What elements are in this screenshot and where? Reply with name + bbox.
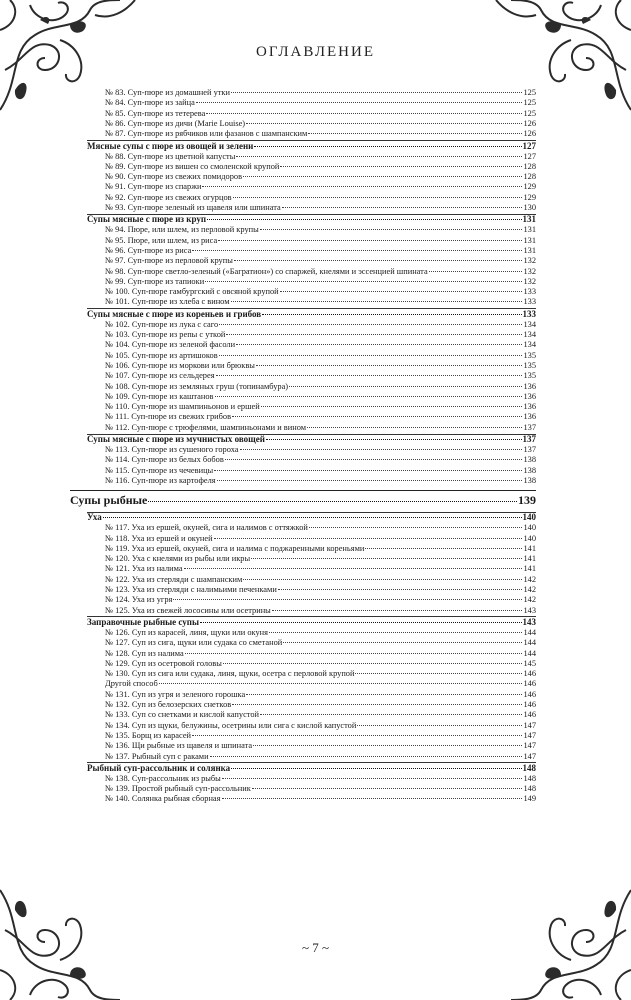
dot-leader (429, 271, 523, 272)
toc-item[interactable] (105, 638, 536, 648)
toc-item[interactable] (105, 690, 536, 700)
toc-entry-label: № 109. Суп-пюре из каштанов (105, 391, 214, 401)
toc-entry-label: № 83. Суп-пюре из домашней утки (105, 88, 230, 97)
toc-entry-label: № 117. Уха из ершей, окуней, сига и налимов с оттяжкой (105, 523, 308, 533)
toc-entry-label: № 107. Суп-пюре из сельдерея (105, 371, 215, 381)
toc-item[interactable] (105, 287, 536, 297)
dot-leader (282, 207, 523, 208)
toc-item[interactable] (105, 203, 536, 213)
toc-chapter[interactable] (70, 492, 536, 508)
toc-entry-page: 142 (523, 585, 536, 594)
dot-leader (365, 548, 522, 549)
dot-leader (148, 501, 517, 502)
toc-entry-page: 139 (518, 493, 536, 508)
toc-entry-label: Супы рыбные (70, 493, 148, 508)
toc-entry-page: 141 (523, 554, 536, 564)
toc-entry-page: 147 (523, 741, 536, 751)
toc-entry-page: 146 (523, 710, 536, 720)
toc-entry-page: 136 (523, 402, 536, 412)
toc-entry-label: № 115. Суп-пюре из чечевицы (105, 465, 214, 475)
dot-leader (225, 459, 523, 460)
dot-leader (232, 704, 522, 705)
page-number: ~ 7 ~ (301, 940, 330, 955)
toc-entry-page: 146 (523, 700, 536, 709)
dot-leader (252, 788, 523, 789)
toc-item[interactable] (105, 162, 536, 172)
toc-item[interactable] (105, 423, 536, 433)
toc-item[interactable] (105, 523, 536, 533)
toc-section[interactable] (87, 213, 536, 225)
dot-leader (269, 632, 522, 633)
toc-item[interactable] (105, 246, 536, 256)
toc-item[interactable] (105, 371, 536, 381)
dot-leader (214, 470, 522, 471)
toc-entry-label: № 126. Суп из карасей, линя, щуки или окуня (105, 627, 268, 637)
dot-leader (202, 186, 522, 187)
toc-item[interactable] (105, 182, 536, 192)
toc-entry-page: 146 (523, 669, 536, 679)
toc-item[interactable] (105, 340, 536, 350)
toc-item[interactable] (105, 119, 536, 129)
toc-entry-page: 129 (523, 192, 536, 202)
toc-entry-label: № 104. Суп-пюре из зеленой фасоли (105, 340, 236, 350)
dot-leader (205, 281, 522, 282)
dot-leader (232, 416, 522, 417)
toc-entry-label: Супы мясные с пюре из мучнистых овощей (87, 434, 265, 444)
toc-item[interactable] (105, 98, 536, 108)
toc-item[interactable] (105, 564, 536, 574)
dot-leader (184, 568, 523, 569)
toc-item[interactable] (105, 554, 536, 564)
toc-entry-label: № 140. Солянка рыбная сборная (105, 794, 221, 804)
toc-item[interactable] (105, 351, 536, 361)
toc-item[interactable] (105, 752, 536, 762)
toc-entry-page: 138 (523, 475, 536, 485)
toc-entry-label: № 136. Щи рыбные из щавеля и шпината (105, 741, 253, 751)
toc-entry-label: № 95. Пюре, или шлем, из риса (105, 235, 218, 245)
dot-leader (200, 622, 522, 623)
toc-item[interactable] (105, 320, 536, 330)
toc-entry-page: 142 (523, 574, 536, 584)
toc-item[interactable] (105, 544, 536, 554)
toc-entry-page: 147 (523, 751, 536, 761)
toc-entry-label: № 100. Суп-пюре гамбургский с овсяной крупой (105, 287, 279, 297)
toc-entry-label: № 105. Суп-пюре из артишоков (105, 350, 218, 360)
toc-entry-label: № 90. Суп-пюре из свежих помидоров (105, 172, 243, 182)
toc-entry-label: № 113. Суп-пюре из сушеного гороха (105, 445, 239, 454)
toc-item[interactable] (105, 412, 536, 422)
dot-leader (262, 314, 521, 315)
dot-leader (207, 219, 521, 220)
toc-item[interactable] (105, 595, 536, 605)
dot-leader (280, 166, 522, 167)
dot-leader (218, 240, 522, 241)
toc-item[interactable] (105, 382, 536, 392)
toc-item[interactable] (105, 774, 536, 784)
toc-item[interactable] (105, 628, 536, 638)
toc-entry-label: № 127. Суп из сига, щуки или судака со сметаной (105, 638, 283, 648)
toc-entry-page: 137 (523, 445, 536, 454)
dot-leader (280, 291, 523, 292)
toc-entry-label: № 121. Уха из налима (105, 564, 183, 574)
toc-entry-page: 135 (523, 350, 536, 360)
toc-entry-label: № 87. Суп-пюре из рябчиков или фазанов с шампанским (105, 129, 308, 139)
toc-entry-label: Супы мясные с пюре из круп (87, 214, 207, 225)
toc-item[interactable] (105, 575, 536, 585)
toc-entry-label: № 96. Суп-пюре из риса (105, 245, 192, 255)
corner-ornament-icon (491, 870, 631, 1000)
toc-entry-label: Супы мясные с пюре из кореньев и грибов (87, 308, 262, 319)
toc-item[interactable] (105, 330, 536, 340)
dot-leader (216, 375, 523, 376)
toc-section[interactable] (87, 140, 536, 152)
toc-entry-label: № 89. Суп-пюре из вишен со смоленской крупой (105, 161, 280, 171)
toc-entry-page: 145 (523, 658, 536, 668)
toc-item[interactable] (105, 267, 536, 277)
toc-section[interactable] (87, 433, 536, 445)
toc-entry-page: 126 (523, 129, 536, 139)
toc-entry-page: 140 (523, 523, 536, 533)
toc-entry-page: 128 (523, 161, 536, 171)
toc-entry-page: 142 (523, 595, 536, 605)
dot-leader (309, 527, 523, 528)
toc-entry-page: 135 (523, 371, 536, 381)
toc-entry-page: 130 (523, 203, 536, 212)
toc-entry-page: 129 (523, 182, 536, 192)
toc-entry-page: 137 (522, 434, 536, 444)
toc-item[interactable] (105, 669, 536, 679)
toc-entry-label: Мясные супы с пюре из овощей и зелени (87, 140, 254, 151)
toc-entry-page: 133 (523, 287, 536, 297)
toc-item[interactable] (105, 466, 536, 476)
dot-leader (308, 133, 522, 134)
dot-leader (192, 250, 522, 251)
toc-entry-label: № 98. Суп-пюре светло-зеленый («Багратион») со спаржей, кнелями и эссенцией шпината (105, 266, 428, 276)
toc-entry-page: 131 (523, 235, 536, 245)
toc-entry-page: 126 (523, 118, 536, 128)
toc-entry-page: 125 (523, 108, 536, 118)
toc-entry-label: № 106. Суп-пюре из моркови или брюквы (105, 360, 255, 370)
toc-entry-page: 146 (523, 679, 536, 689)
toc-item[interactable] (105, 710, 536, 720)
toc-entry-label: № 137. Рыбный суп с раками (105, 751, 209, 761)
toc-item[interactable] (105, 455, 536, 465)
toc-entry-page: 144 (523, 638, 536, 648)
toc-section[interactable] (87, 308, 536, 320)
toc-item[interactable] (105, 585, 536, 595)
toc-item[interactable] (105, 152, 536, 162)
toc-item[interactable] (105, 297, 536, 307)
dot-leader (103, 517, 522, 518)
toc-entry-page: 140 (523, 533, 536, 543)
toc-item[interactable] (105, 731, 536, 741)
toc-entry-page: 136 (523, 381, 536, 391)
toc-item[interactable] (105, 784, 536, 794)
toc-item[interactable] (105, 534, 536, 544)
dot-leader (357, 725, 522, 726)
dot-leader (196, 102, 523, 103)
dot-leader (289, 386, 522, 387)
toc-item[interactable] (105, 193, 536, 203)
toc-entry-label: № 112. Суп-пюре с трюфелями, шампиньонами и вином (105, 422, 307, 432)
toc-entry-page: 144 (523, 627, 536, 637)
toc-entry-label: № 116. Суп-пюре из картофеля (105, 475, 216, 485)
dot-leader (222, 798, 523, 799)
toc-entry-page: 149 (523, 794, 536, 804)
toc-entry-label: № 102. Суп-пюре из лука с саго (105, 319, 219, 329)
toc-item[interactable] (105, 649, 536, 659)
toc-entry-page: 125 (523, 98, 536, 108)
dot-leader (246, 123, 522, 124)
toc-item[interactable] (105, 172, 536, 182)
toc-item[interactable] (105, 794, 536, 804)
dot-leader (260, 229, 523, 230)
toc-entry-label: № 132. Суп из белозерских снетков (105, 700, 232, 709)
toc-entry-page: 138 (523, 465, 536, 475)
toc-entry-page: 144 (523, 648, 536, 658)
toc-entry-label: № 91. Суп-пюре из спаржи (105, 182, 202, 192)
toc-entry-label: № 97. Суп-пюре из перловой крупы (105, 256, 233, 266)
toc-entry-label: № 123. Уха из стерляди с налимьими печенками (105, 585, 277, 594)
dot-leader (231, 92, 522, 93)
toc-entry-page: 147 (523, 730, 536, 740)
toc-entry-label: № 119. Уха из ершей, окуней, сига и налима с поджаренными кореньями (105, 543, 365, 553)
toc-entry-page: 143 (523, 605, 536, 615)
toc-entry-page: 136 (523, 391, 536, 401)
dot-leader (256, 365, 523, 366)
toc-item[interactable] (105, 225, 536, 235)
toc-entry-label: № 114. Суп-пюре из белых бобов (105, 455, 224, 465)
toc-entry-page: 143 (522, 616, 536, 627)
toc-entry-label: № 84. Суп-пюре из зайца (105, 98, 195, 108)
dot-leader (192, 735, 522, 736)
toc-entry-page: 131 (523, 225, 536, 235)
toc-entry-label: № 134. Суп из щуки, белужины, осетрины или сига с кислой капустой (105, 720, 357, 730)
dot-leader (217, 480, 523, 481)
toc-entry-page: 148 (523, 773, 536, 783)
toc-item[interactable] (105, 392, 536, 402)
toc-entry-label: № 131. Суп из угря и зеленого горошка (105, 689, 246, 699)
toc-entry-label: Уха (87, 512, 102, 523)
toc-section[interactable] (87, 762, 536, 774)
toc-section[interactable] (87, 616, 536, 628)
toc-entry-label: № 125. Уха из свежей лососины или осетрины (105, 605, 271, 615)
toc-entry-page: 131 (523, 245, 536, 255)
toc-entry-label: № 135. Борщ из карасей (105, 730, 192, 740)
dot-leader (231, 768, 521, 769)
dot-leader (236, 156, 522, 157)
dot-leader (206, 113, 522, 114)
toc-entry-label: № 122. Уха из стерляди с шампанским (105, 574, 243, 584)
toc-entry-label: № 103. Суп-пюре из репы с уткой (105, 330, 226, 339)
toc-entry-label: № 110. Суп-пюре из шампиньонов и ершей (105, 402, 260, 412)
toc-entry-label: Заправочные рыбные супы (87, 616, 199, 627)
toc-item[interactable] (105, 679, 536, 689)
toc-entry-label: № 86. Суп-пюре из дичи (Marie Louise) (105, 118, 246, 128)
toc-entry-label: № 108. Суп-пюре из земляных груш (топинамбура) (105, 381, 289, 391)
dot-leader (173, 599, 522, 600)
toc-item[interactable] (105, 236, 536, 246)
page-title: ОГЛАВЛЕНИЕ (256, 44, 375, 60)
toc-item[interactable] (105, 659, 536, 669)
toc-entry-page: 134 (523, 340, 536, 350)
toc-entry-page: 146 (523, 689, 536, 699)
toc-entry-label: № 128. Суп из налима (105, 648, 184, 658)
toc-entry-label: № 138. Суп-рассольник из рыбы (105, 773, 221, 783)
toc-entry-page: 132 (523, 256, 536, 266)
toc-entry-label: № 124. Уха из угря (105, 595, 173, 605)
dot-leader (260, 714, 522, 715)
toc-entry-page: 148 (523, 784, 536, 794)
toc-item[interactable] (105, 700, 536, 710)
toc-entry-label: Рыбный суп-рассольник и солянка (87, 762, 231, 773)
toc-entry-label: № 88. Суп-пюре из цветной капусты (105, 151, 236, 161)
toc-entry-page: 127 (522, 140, 536, 151)
dot-leader (243, 579, 522, 580)
toc-entry-page: 136 (523, 412, 536, 422)
dot-leader (236, 344, 522, 345)
dot-leader (283, 642, 522, 643)
dot-leader (222, 778, 523, 779)
dot-leader (226, 334, 522, 335)
toc-entry-page: 133 (522, 308, 536, 319)
dot-leader (246, 694, 522, 695)
toc-entry-page: 137 (523, 422, 536, 432)
toc-section[interactable] (87, 511, 536, 523)
dot-leader (159, 683, 523, 684)
toc-entry-page: 135 (523, 360, 536, 370)
dot-leader (251, 558, 522, 559)
toc-entry-page: 134 (523, 330, 536, 339)
toc-entry-label: № 85. Суп-пюре из тетерева (105, 108, 206, 118)
toc-entry-label: № 118. Уха из ершей и окуней (105, 533, 213, 543)
toc-entry-page: 141 (523, 543, 536, 553)
dot-leader (215, 396, 523, 397)
dot-leader (272, 610, 523, 611)
dot-leader (307, 427, 522, 428)
toc-entry-label: № 129. Суп из осетровой головы (105, 658, 222, 668)
toc-entry-page: 128 (523, 172, 536, 182)
dot-leader (266, 439, 522, 440)
toc-item[interactable] (105, 476, 536, 486)
toc-entry-label: № 139. Простой рыбный суп-рассольник (105, 784, 251, 794)
dot-leader (223, 663, 523, 664)
toc-entry-page: 131 (522, 214, 536, 225)
toc-entry-page: 141 (523, 564, 536, 574)
toc-entry-page: 148 (522, 762, 536, 773)
dot-leader (254, 146, 521, 147)
toc-item[interactable] (105, 109, 536, 119)
toc-entry-label: № 120. Уха с кнелями из рыбы или икры (105, 554, 251, 564)
toc-item[interactable] (105, 741, 536, 751)
toc-item[interactable] (105, 277, 536, 287)
dot-leader (231, 301, 523, 302)
toc-entry-page: 127 (523, 151, 536, 161)
toc-entry-label: № 101. Суп-пюре из хлеба с вином (105, 297, 230, 307)
toc-entry-label: № 94. Пюре, или шлем, из перловой крупы (105, 225, 259, 235)
dot-leader (233, 197, 523, 198)
dot-leader (278, 589, 523, 590)
toc-item[interactable] (105, 402, 536, 412)
toc-item[interactable] (105, 721, 536, 731)
toc-entry-page: 132 (523, 266, 536, 276)
toc-entry-page: 132 (523, 276, 536, 286)
dot-leader (185, 653, 523, 654)
toc-entry-page: 147 (523, 720, 536, 730)
dot-leader (243, 176, 522, 177)
toc-entry-label: № 92. Суп-пюре из свежих огурцов (105, 192, 232, 202)
toc-entry-label: № 133. Суп со снетками и кислой капустой (105, 710, 260, 720)
toc-entry-label: № 130. Суп из сига или судака, линя, щуки, осетра с перловой крупой (105, 669, 355, 679)
toc-entry-page: 133 (523, 297, 536, 307)
toc-item[interactable] (105, 606, 536, 616)
dot-leader (253, 745, 522, 746)
toc-item[interactable] (105, 129, 536, 139)
dot-leader (261, 406, 523, 407)
toc-item[interactable] (105, 361, 536, 371)
toc-entry-label: № 93. Суп-пюре зеленый из щавеля или шпината (105, 203, 281, 212)
toc-entry-label: № 99. Суп-пюре из тапиоки (105, 276, 205, 286)
dot-leader (219, 355, 523, 356)
toc-item[interactable] (105, 88, 536, 98)
toc-entry-page: 125 (523, 88, 536, 97)
dot-leader (214, 538, 523, 539)
toc-entry-label: Другой способ (105, 679, 158, 689)
toc-entry-label: № 111. Суп-пюре из свежих грибов (105, 412, 232, 422)
toc-item[interactable] (105, 256, 536, 266)
chapter-divider (70, 490, 536, 491)
dot-leader (210, 756, 523, 757)
dot-leader (219, 324, 522, 325)
dot-leader (240, 449, 523, 450)
toc-entry-page: 138 (523, 455, 536, 465)
corner-ornament-icon (0, 870, 140, 1000)
dot-leader (355, 673, 522, 674)
toc-entry-page: 134 (523, 319, 536, 329)
toc-item[interactable] (105, 445, 536, 455)
toc-entry-page: 140 (522, 512, 536, 523)
dot-leader (234, 260, 523, 261)
